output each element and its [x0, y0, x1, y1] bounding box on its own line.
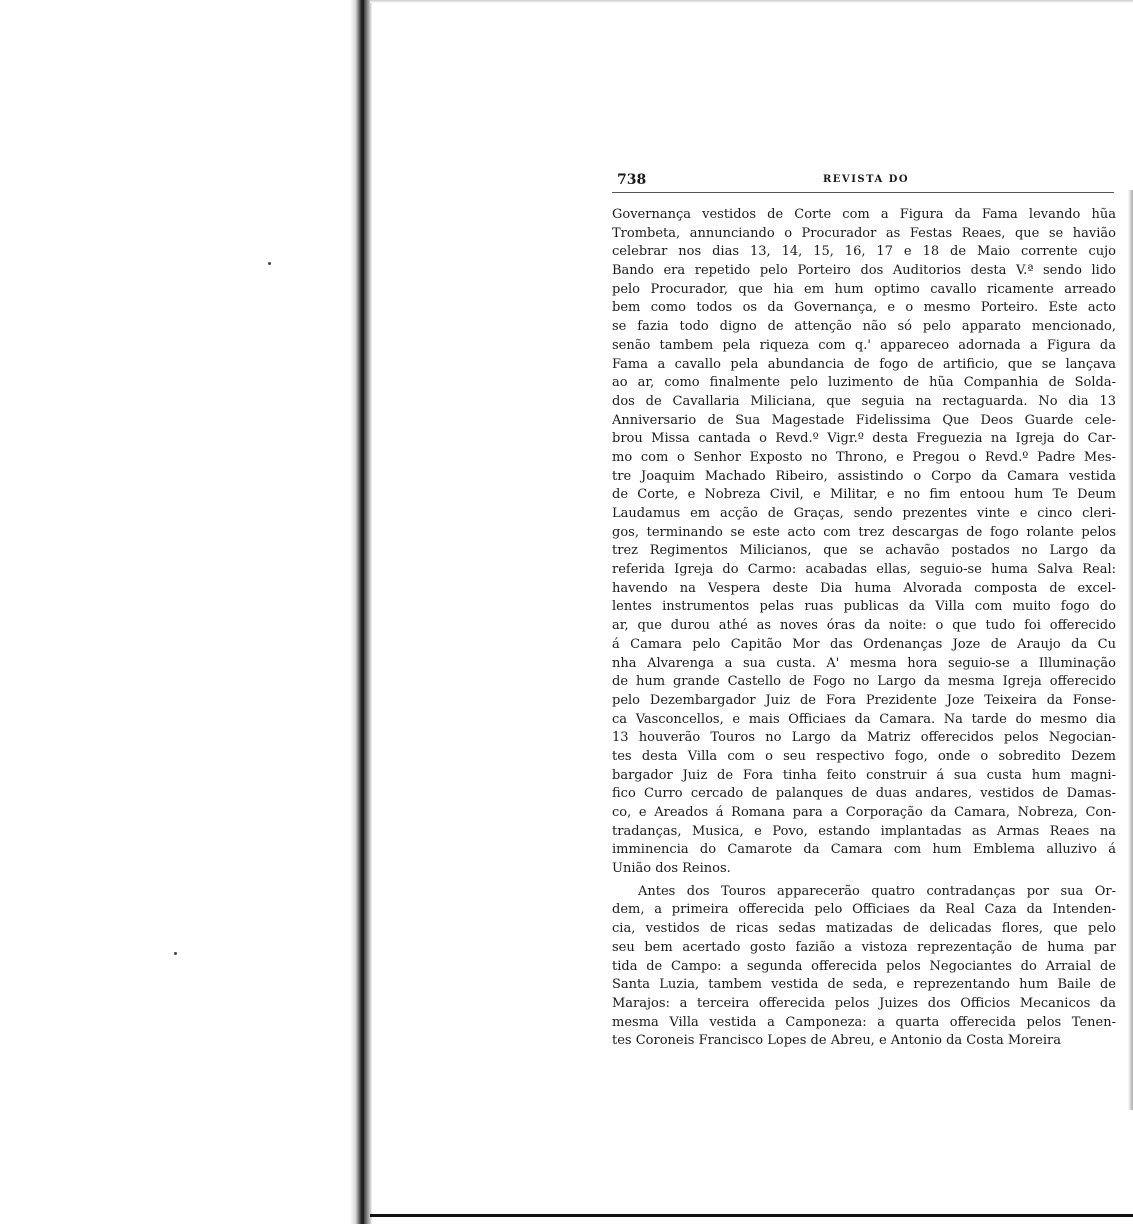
text-line: Governança vestidos de Corte com a Figura da Fama levando hũa [612, 207, 1116, 222]
ink-speck [268, 262, 271, 265]
text-line: celebrar nos dias 13, 14, 15, 16, 17 e 18 de Maio corrente cujo [612, 244, 1116, 260]
header-rule [612, 192, 1114, 193]
text-line: tes Coroneis Francisco Lopes de Abreu, e Antonio da Costa Moreira [612, 1033, 1062, 1049]
text-line: se fazia todo digno de attenção não só pelo apparato mencionado, [612, 319, 1116, 335]
page-top-edge [370, 0, 1133, 3]
text-line: Antes dos Touros apparecerão quatro contradanças por sua Or- [638, 883, 1116, 899]
text-line: imminencia do Camarote da Camara com hum Emblema alluzivo á [612, 842, 1116, 858]
text-line: tradanças, Musica, e Povo, estando implantadas as Armas Reaes na [612, 823, 1116, 839]
running-head: REVISTA DO [823, 174, 910, 185]
text-line: tes desta Villa com o seu respectivo fogo, onde o sobredito Dezem [612, 748, 1116, 764]
text-line: de hum grande Castello de Fogo no Largo da mesma Igreja offerecido [612, 674, 1116, 690]
text-line: tida de Campo: a segunda offerecida pelos Negociantes do Arraial de [612, 958, 1116, 974]
ink-speck [174, 952, 177, 955]
text-line: referida Igreja do Carmo: acabadas ellas, seguio-se huma Salva Real: [612, 562, 1116, 578]
text-line: dos de Cavallaria Miliciana, que seguia na rectaguarda. No dia 13 [612, 393, 1116, 409]
text-line: Laudamus em acção de Graças, sendo prezentes vinte e cinco cleri- [612, 506, 1116, 521]
text-line: fico Curro cercado de palanques de duas andares, vestidos de Damas- [612, 786, 1116, 802]
text-line: Santa Luzia, tambem vestida de seda, e reprezentando hum Baile de [612, 977, 1116, 993]
text-line: seu bem acertado gosto fazião a vistoza reprezentação de huma par [612, 939, 1116, 955]
text-line: cia, vestidos de ricas sedas matizadas de delicadas flores, que pelo [612, 921, 1116, 937]
text-line: tre Joaquim Machado Ribeiro, assistindo o Corpo da Camara vestida [612, 468, 1116, 484]
text-line: Anniversario de Sua Magestade Fidelissima Que Deos Guarde cele- [612, 412, 1116, 428]
text-line: mo com o Senhor Exposto no Throno, e Pregou o Revd.º Padre Mes- [612, 449, 1116, 465]
text-line: Marajos: a terceira offerecida pelos Juizes dos Officios Mecanicos da [612, 995, 1116, 1011]
text-line: co, e Areados á Romana para a Corporação da Camara, Nobreza, Con- [612, 805, 1116, 820]
text-line: mesma Villa vestida a Camponeza: a quarta offerecida pelos Tenen- [612, 1014, 1116, 1030]
text-line: ca Vasconcellos, e mais Officiaes da Camara. Na tarde do mesmo dia [612, 711, 1116, 727]
text-line: União dos Reinos. [612, 861, 731, 877]
text-line: pelo Dezembargador Juiz de Fora Prezidente Joze Teixeira da Fonse- [612, 692, 1116, 708]
text-line: pelo Procurador, que hia em hum optimo cavallo ricamente arreado [612, 281, 1116, 297]
text-line: Trombeta, annunciando o Procurador as Festas Reaes, que se havião [612, 225, 1116, 241]
text-line: havendo na Vespera deste Dia huma Alvorada composta de excel- [612, 580, 1116, 596]
text-line: á Camara pelo Capitão Mor das Ordenanças Joze de Araujo da Cu [612, 636, 1116, 652]
paragraph [612, 883, 1116, 1051]
text-line: de Corte, e Nobreza Civil, e Militar, e no fim entoou hum Te Deum [612, 487, 1116, 503]
text-line: 13 houverão Touros no Largo da Matriz offerecidos pelos Negocian- [612, 730, 1116, 746]
text-line: Bando era repetido pelo Porteiro dos Auditorios desta V.ª sendo lido [612, 263, 1116, 279]
text-line: trez Regimentos Milicianos, que se achavão postados no Largo da [612, 543, 1116, 559]
paragraph [612, 206, 1116, 879]
text-line: ar, que durou athé as noves óras da noite: o que tudo foi offerecido [612, 618, 1116, 634]
page-number: 738 [617, 172, 647, 188]
page-bottom-edge [370, 1214, 1133, 1217]
text-line: bem como todos os da Governança, e o mesmo Porteiro. Este acto [612, 300, 1116, 316]
book-gutter [350, 0, 372, 1224]
gutter-edge-line [362, 0, 364, 1224]
text-line: dem, a primeira offerecida pelo Officiaes da Real Caza da Intenden- [612, 902, 1116, 918]
text-line: nha Alvarenga a sua custa. A' mesma hora seguio-se a Illuminação [612, 655, 1116, 671]
text-line: bargador Juiz de Fora tinha feito construir á sua custa hum magni- [612, 767, 1116, 783]
text-line: brou Missa cantada o Revd.º Vigr.º desta Freguezia na Igreja do Car- [612, 431, 1116, 447]
left-page-blank [0, 0, 355, 1224]
text-line: lentes instrumentos pelas ruas publicas da Villa com muito fogo do [612, 599, 1116, 615]
text-line: Fama a cavallo pela abundancia de fogo de artificio, que se lançava [612, 356, 1116, 372]
page-header [612, 172, 1112, 194]
text-line: gos, terminando se este acto com trez descargas de fogo rolante pelos [612, 524, 1116, 540]
body-text [612, 206, 1116, 1051]
text-line: ao ar, como finalmente pelo luzimento de hũa Companhia de Solda- [612, 375, 1116, 391]
text-line: senão tambem pela riqueza com q.' appareceo adornada a Figura da [612, 337, 1116, 353]
page-right-edge [1128, 190, 1133, 1110]
